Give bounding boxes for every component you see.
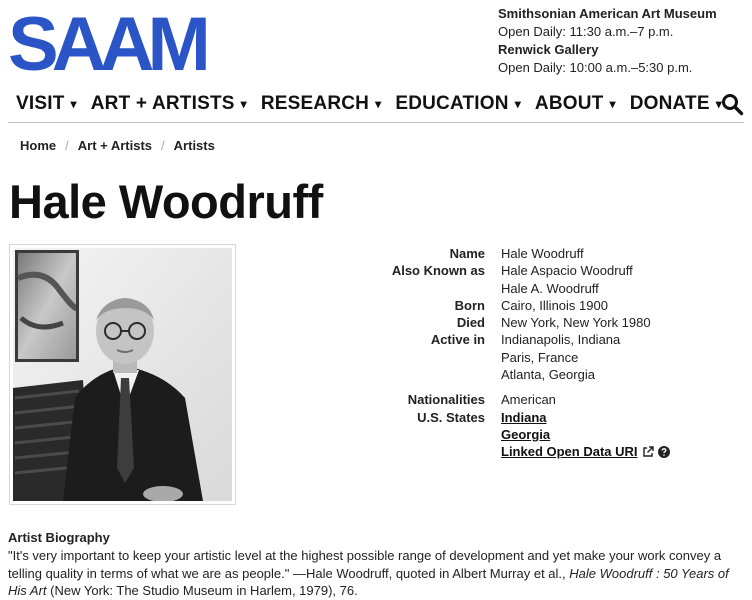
aka-value: Hale Aspacio Woodruff xyxy=(501,263,633,279)
fact-states: U.S. States Indiana Georgia Linked Open Data URI xyxy=(380,409,670,461)
museum-name[interactable]: Smithsonian American Art Museum xyxy=(498,6,717,21)
gallery-name[interactable]: Renwick Gallery xyxy=(498,42,599,57)
museum-info xyxy=(498,5,717,77)
nav-about[interactable]: ABOUT ▾ xyxy=(534,93,616,114)
saam-logo[interactable] xyxy=(8,8,218,74)
bio-heading: Artist Biography xyxy=(8,530,110,545)
breadcrumb-home[interactable]: Home xyxy=(20,138,57,153)
breadcrumb xyxy=(20,138,215,153)
bio-citation: (New York: The Studio Museum in Harlem, 1979), 76. xyxy=(46,583,358,598)
linked-open-data-link[interactable]: Linked Open Data URI xyxy=(501,444,638,460)
logo-text: SAAM xyxy=(8,8,204,74)
artist-facts xyxy=(380,245,670,461)
fact-born: Born Cairo, Illinois 1900 xyxy=(454,297,608,313)
fact-aka: Also Known as Hale Aspacio Woodruff Hale A. Woodruff xyxy=(391,263,633,296)
fact-nationalities: Nationalities American xyxy=(407,392,556,408)
chevron-down-icon: ▾ xyxy=(240,97,247,111)
gallery-hours: Open Daily: 10:00 a.m.–5:30 p.m. xyxy=(498,60,693,75)
breadcrumb-separator: / xyxy=(161,138,165,153)
chevron-down-icon: ▾ xyxy=(375,97,382,111)
fact-name: Name Hale Woodruff xyxy=(449,246,584,261)
nav-donate[interactable]: DONATE ▾ xyxy=(629,93,722,114)
bio-quote: "It's very important to keep your artistic level at the highest possible range of development and yet make your work convey a telling quality in terms of what we are as people." —Hale Woodruff, quoted in Albert Murray et al., xyxy=(8,548,722,581)
breadcrumb-artists[interactable]: Artists xyxy=(173,138,215,153)
artist-name: Hale Woodruff xyxy=(501,246,584,261)
bio-book-title: Hale Woodruff : 50 Years of His Art xyxy=(8,565,729,598)
chevron-down-icon: ▾ xyxy=(70,97,77,111)
active-value: Indianapolis, Indiana xyxy=(501,332,621,348)
help-icon[interactable] xyxy=(658,446,670,458)
fact-died: Died New York, New York 1980 xyxy=(456,315,651,331)
bio-text xyxy=(8,547,748,600)
artist-photo xyxy=(9,244,236,505)
nav-divider xyxy=(8,122,744,123)
nationality-value: American xyxy=(501,392,556,408)
artist-portrait xyxy=(13,248,232,501)
page-title: Hale Woodruff xyxy=(9,175,323,228)
nav-education[interactable]: EDUCATION ▾ xyxy=(395,93,521,114)
search-icon[interactable] xyxy=(720,92,744,116)
nav-research[interactable]: RESEARCH ▾ xyxy=(260,93,382,114)
state-link-indiana[interactable]: Indiana xyxy=(501,409,547,425)
chevron-down-icon: ▾ xyxy=(514,97,521,111)
fact-active: Active in Indianapolis, Indiana Paris, France Atlanta, Georgia xyxy=(430,332,621,383)
museum-hours: Open Daily: 11:30 a.m.–7 p.m. xyxy=(498,24,674,39)
aka-value: Hale A. Woodruff xyxy=(501,280,599,296)
chevron-down-icon: ▾ xyxy=(715,97,722,111)
active-value: Paris, France xyxy=(501,349,579,365)
state-link-georgia[interactable]: Georgia xyxy=(501,426,551,442)
external-link-icon[interactable] xyxy=(642,446,654,458)
active-value: Atlanta, Georgia xyxy=(501,367,595,383)
nav-art-artists[interactable]: ART + ARTISTS ▾ xyxy=(90,93,247,114)
born-value: Cairo, Illinois 1900 xyxy=(501,297,608,313)
died-value: New York, New York 1980 xyxy=(501,315,651,331)
breadcrumb-art-artists[interactable]: Art + Artists xyxy=(77,138,153,153)
breadcrumb-separator: / xyxy=(65,138,69,153)
chevron-down-icon: ▾ xyxy=(609,97,616,111)
nav-visit[interactable]: VISIT ▾ xyxy=(16,93,77,114)
main-nav xyxy=(16,91,744,117)
